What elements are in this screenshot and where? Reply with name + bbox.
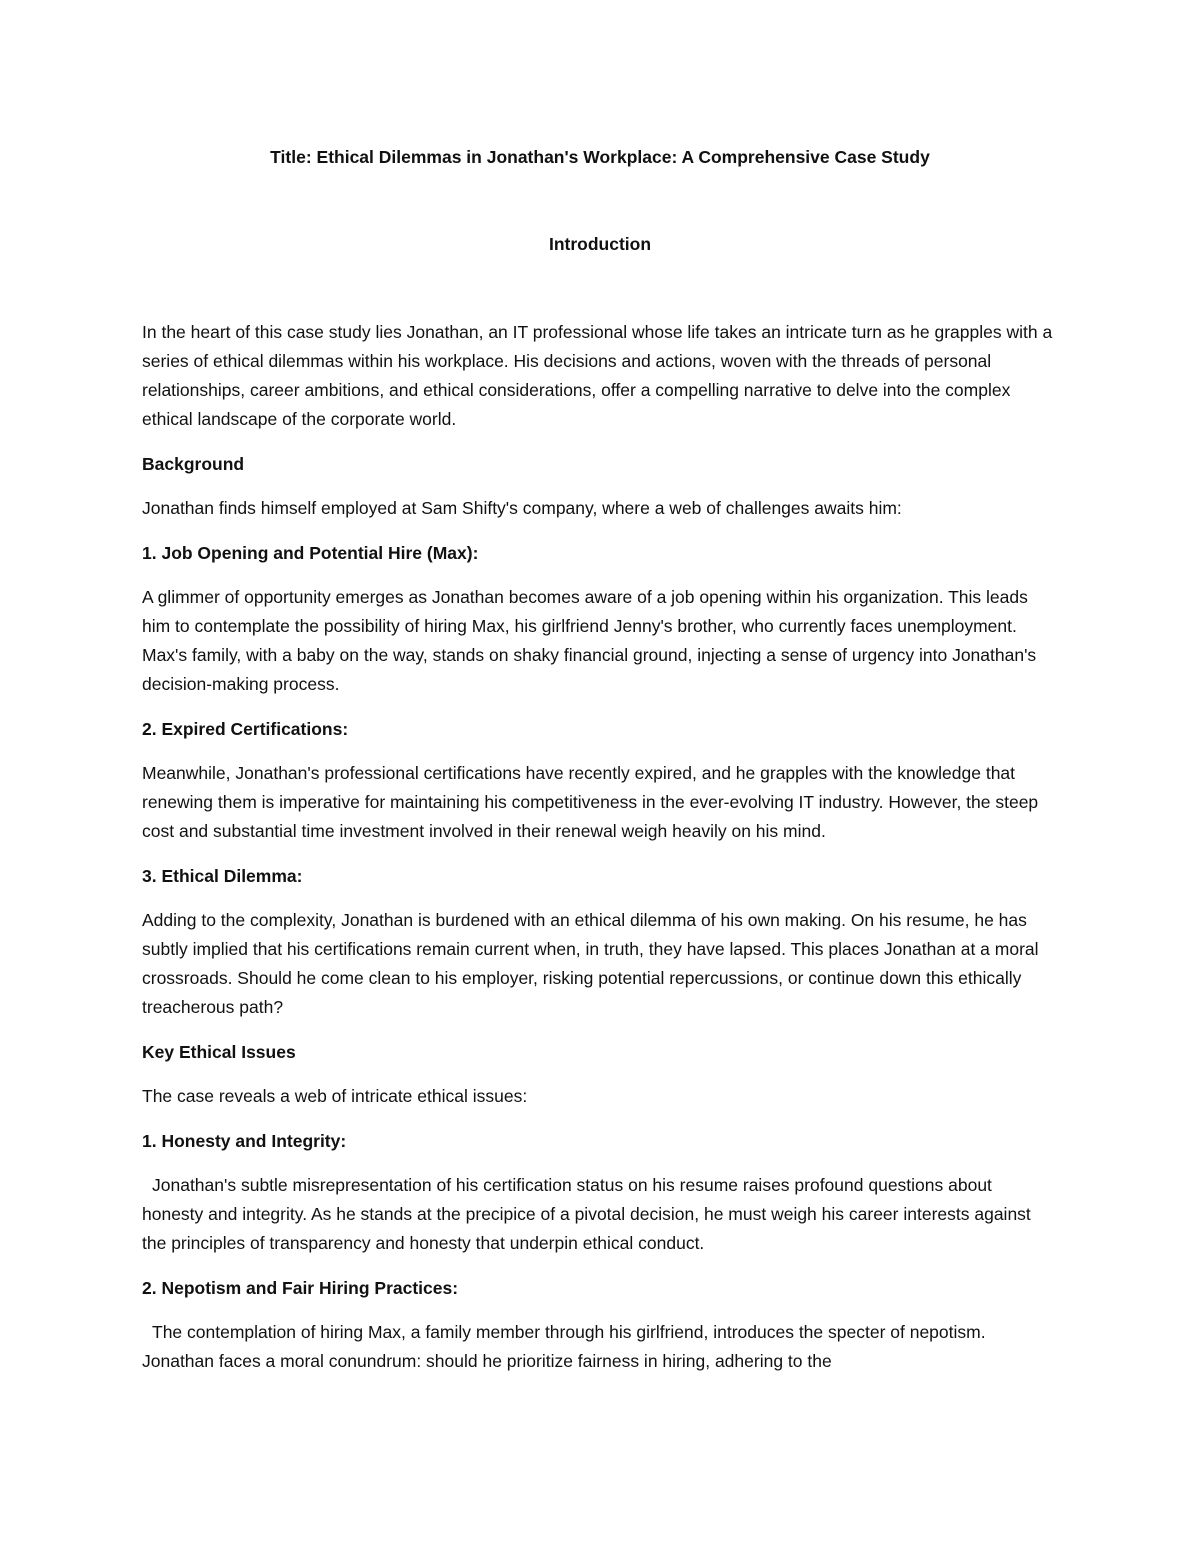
- document-body: [142, 143, 1058, 1376]
- background-item-heading-ethical-dilemma: 3. Ethical Dilemma:: [142, 866, 303, 886]
- key-issue-text-nepotism: The contemplation of hiring Max, a family member through his girlfriend, introduces the specter of nepotism. Jonathan faces a moral conundrum: should he prioritize fairness in hiring, adhering to the: [142, 1322, 986, 1371]
- background-item-heading-job-opening: 1. Job Opening and Potential Hire (Max):: [142, 543, 479, 563]
- background-item-heading-expired-certifications: 2. Expired Certifications:: [142, 719, 349, 739]
- key-issue-text-honesty: Jonathan's subtle misrepresentation of his certification status on his resume raises profound questions about honesty and integrity. As he stands at the precipice of a pivotal decision, he must weigh his career interests against the principles of transparency and honesty that underpin ethical conduct.: [142, 1175, 1031, 1253]
- key-issues-heading: Key Ethical Issues: [142, 1042, 296, 1062]
- key-issue-heading-nepotism: 2. Nepotism and Fair Hiring Practices:: [142, 1278, 459, 1298]
- key-issue-heading-honesty: 1. Honesty and Integrity:: [142, 1131, 347, 1151]
- introduction-heading: Introduction: [548, 234, 652, 254]
- document-title: Title: Ethical Dilemmas in Jonathan's Workplace: A Comprehensive Case Study: [270, 147, 930, 167]
- background-intro: Jonathan finds himself employed at Sam Shifty's company, where a web of challenges awaits him:: [142, 498, 902, 518]
- key-issues-intro: The case reveals a web of intricate ethical issues:: [142, 1086, 528, 1106]
- background-heading: Background: [142, 454, 245, 474]
- background-item-text-ethical-dilemma: Adding to the complexity, Jonathan is burdened with an ethical dilemma of his own making. On his resume, he has subtly implied that his certifications remain current when, in truth, they have lapsed. This places Jonathan at a moral crossroads. Should he come clean to his employer, risking potential repercussions, or continue down this ethically treacherous path?: [142, 910, 1039, 1017]
- background-item-text-job-opening: A glimmer of opportunity emerges as Jonathan becomes aware of a job opening within his organization. This leads him to contemplate the possibility of hiring Max, his girlfriend Jenny's brother, who currently faces unemployment. Max's family, with a baby on the way, stands on shaky financial ground, injecting a sense of urgency into Jonathan's decision-making process.: [142, 587, 1037, 694]
- introduction-paragraph: In the heart of this case study lies Jonathan, an IT professional whose life takes an intricate turn as he grapples with a series of ethical dilemmas within his workplace. His decisions and actions, woven with the threads of personal relationships, career ambitions, and ethical considerations, offer a compelling narrative to delve into the complex ethical landscape of the corporate world.: [142, 322, 1053, 429]
- background-item-text-expired-certifications: Meanwhile, Jonathan's professional certifications have recently expired, and he grapples with the knowledge that renewing them is imperative for maintaining his competitiveness in the ever-evolving IT industry. However, the steep cost and substantial time investment involved in their renewal weigh heavily on his mind.: [142, 763, 1039, 841]
